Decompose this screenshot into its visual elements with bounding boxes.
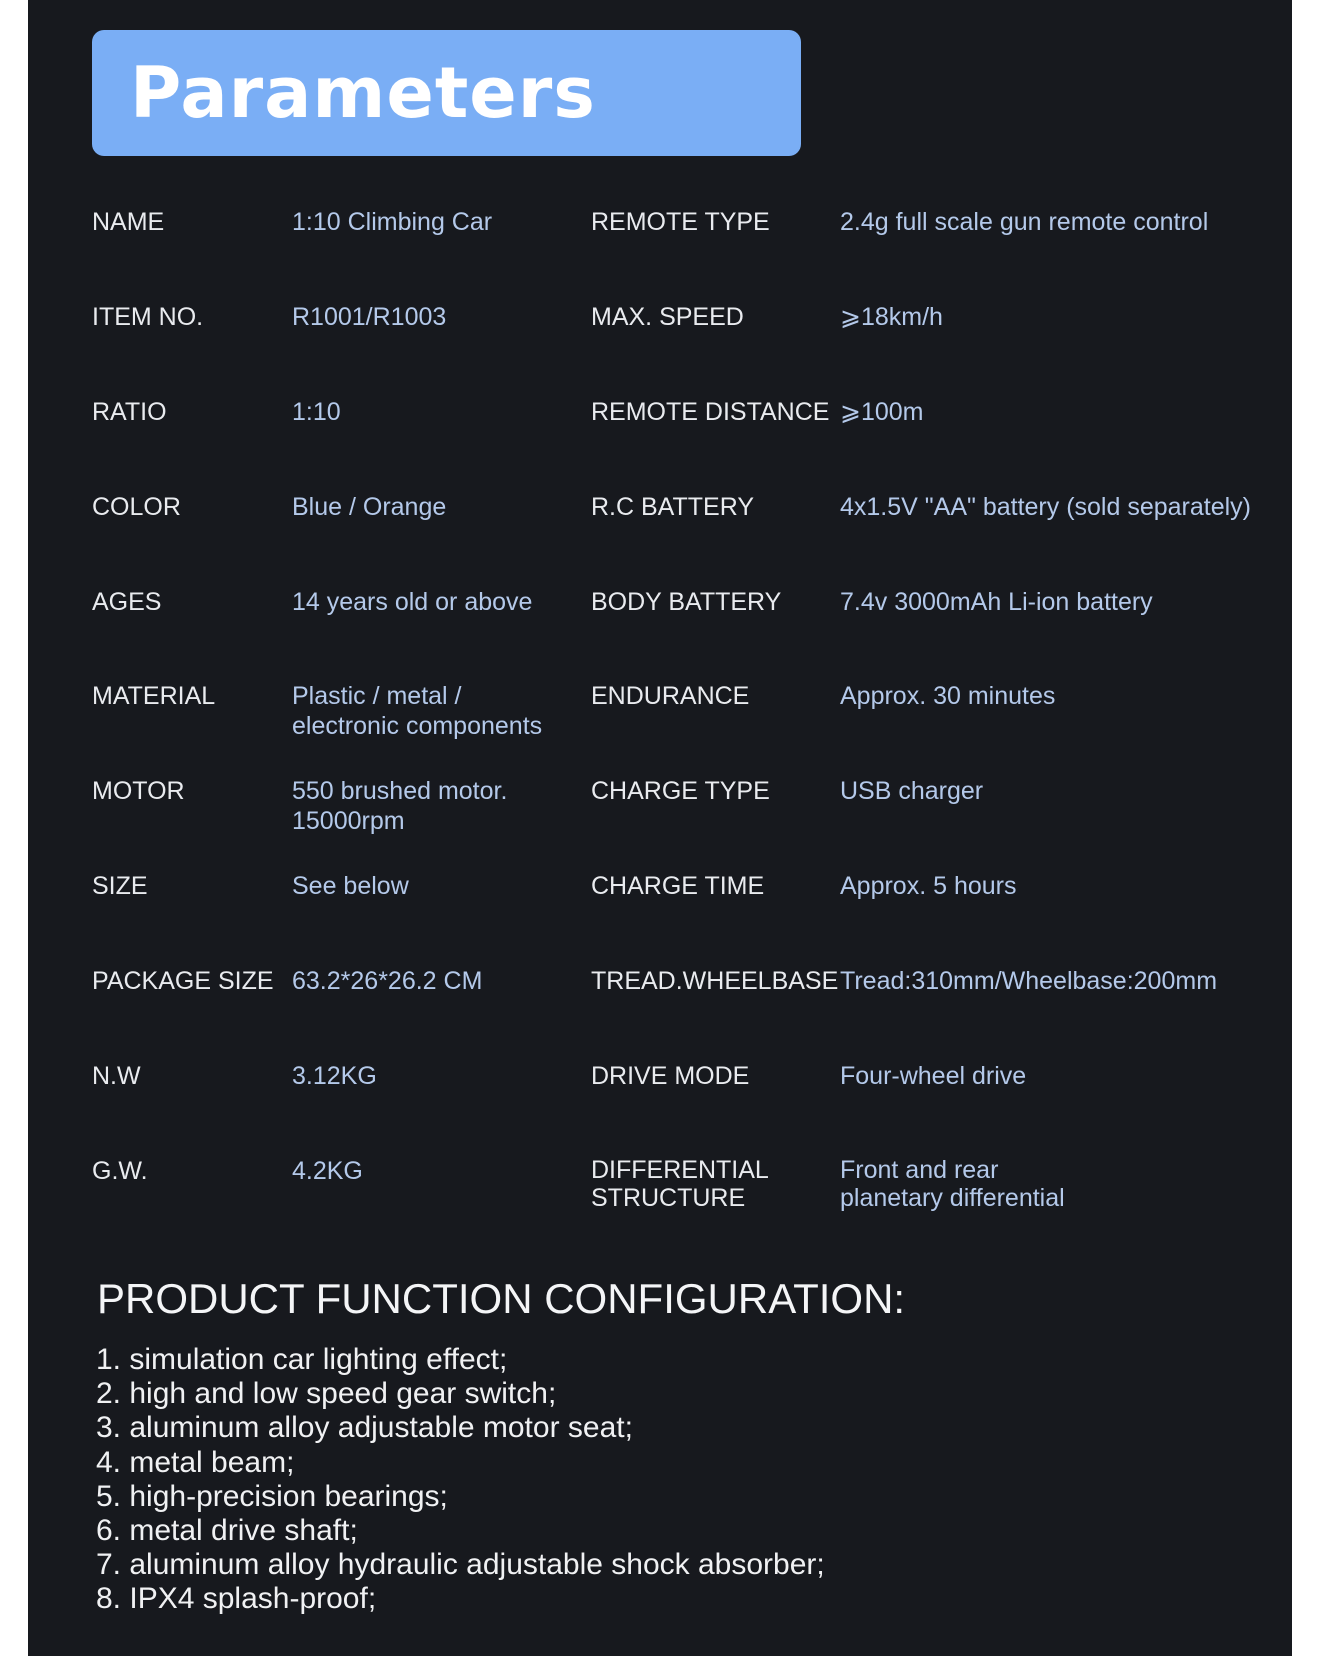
param-value: Four-wheel drive: [840, 1062, 1027, 1090]
list-item: 1. simulation car lighting effect;: [96, 1343, 508, 1376]
param-value: See below: [292, 872, 409, 900]
param-label: G.W.: [92, 1157, 148, 1185]
list-item: 4. metal beam;: [96, 1445, 295, 1479]
param-value: Plastic / metal / electronic components: [292, 682, 543, 740]
table-row: [0, 966, 1320, 1026]
param-label: RATIO: [92, 398, 167, 426]
table-row: [0, 1156, 1320, 1216]
param-value: 7.4v 3000mAh Li-ion battery: [840, 588, 1153, 616]
param-label: ITEM NO.: [92, 303, 204, 331]
list-item: 7. aluminum alloy hydraulic adjustable shock absorber;: [96, 1548, 825, 1582]
param-value: Front and rear planetary differential: [840, 1156, 1065, 1212]
table-row: [0, 492, 1320, 552]
param-label: R.C BATTERY: [591, 493, 754, 521]
param-label: CHARGE TYPE: [591, 777, 770, 805]
table-row: [0, 302, 1320, 362]
param-value: ⩾18km/h: [840, 303, 943, 331]
param-label: SIZE: [92, 872, 148, 900]
param-label: REMOTE TYPE: [591, 208, 770, 236]
param-label: COLOR: [92, 493, 181, 521]
param-label: CHARGE TIME: [591, 872, 765, 900]
param-value: 2.4g full scale gun remote control: [840, 208, 1209, 236]
table-row: [0, 1061, 1320, 1121]
param-value: Blue / Orange: [292, 493, 447, 521]
table-row: [0, 587, 1320, 647]
param-label: AGES: [92, 588, 162, 616]
param-value: 550 brushed motor. 15000rpm: [292, 777, 508, 835]
table-row: [0, 776, 1320, 836]
param-label: MATERIAL: [92, 682, 216, 710]
param-value: Tread:310mm/Wheelbase:200mm: [840, 967, 1218, 995]
table-row: [0, 397, 1320, 457]
list-item: 6. metal drive shaft;: [96, 1514, 358, 1548]
param-label: ENDURANCE: [591, 682, 750, 710]
param-value: Approx. 30 minutes: [840, 682, 1056, 710]
param-label: DRIVE MODE: [591, 1062, 750, 1090]
param-label: TREAD.WHEELBASE: [591, 967, 839, 995]
param-value: 1:10 Climbing Car: [292, 208, 493, 236]
list-item: 2. high and low speed gear switch;: [96, 1377, 557, 1411]
param-label: MOTOR: [92, 777, 185, 805]
param-value: 3.12KG: [292, 1062, 377, 1090]
config-list: [96, 1343, 825, 1617]
table-row: [0, 871, 1320, 931]
param-value: 4x1.5V "AA" battery (sold separately): [840, 493, 1251, 521]
param-label: PACKAGE SIZE: [92, 967, 274, 995]
param-value: Approx. 5 hours: [840, 872, 1017, 900]
list-item: 5. high-precision bearings;: [96, 1479, 448, 1513]
list-item: 3. aluminum alloy adjustable motor seat;: [96, 1411, 633, 1445]
param-value: 4.2KG: [292, 1157, 363, 1185]
param-label: DIFFERENTIAL STRUCTURE: [591, 1156, 769, 1212]
param-value: 1:10: [292, 398, 341, 426]
param-label: REMOTE DISTANCE: [591, 398, 830, 426]
param-value: R1001/R1003: [292, 303, 447, 331]
param-value: USB charger: [840, 777, 984, 805]
table-row: [0, 207, 1320, 267]
list-item: 8. IPX4 splash-proof;: [96, 1582, 377, 1616]
param-value: ⩾100m: [840, 398, 924, 426]
param-label: MAX. SPEED: [591, 303, 744, 331]
param-label: N.W: [92, 1062, 141, 1090]
page-title: Parameters: [130, 52, 596, 134]
table-row: [0, 681, 1320, 741]
param-value: 63.2*26*26.2 CM: [292, 967, 483, 995]
config-heading: PRODUCT FUNCTION CONFIGURATION:: [97, 1275, 906, 1322]
param-label: NAME: [92, 208, 165, 236]
param-label: BODY BATTERY: [591, 588, 782, 616]
param-value: 14 years old or above: [292, 588, 533, 616]
title-banner: [92, 30, 801, 156]
